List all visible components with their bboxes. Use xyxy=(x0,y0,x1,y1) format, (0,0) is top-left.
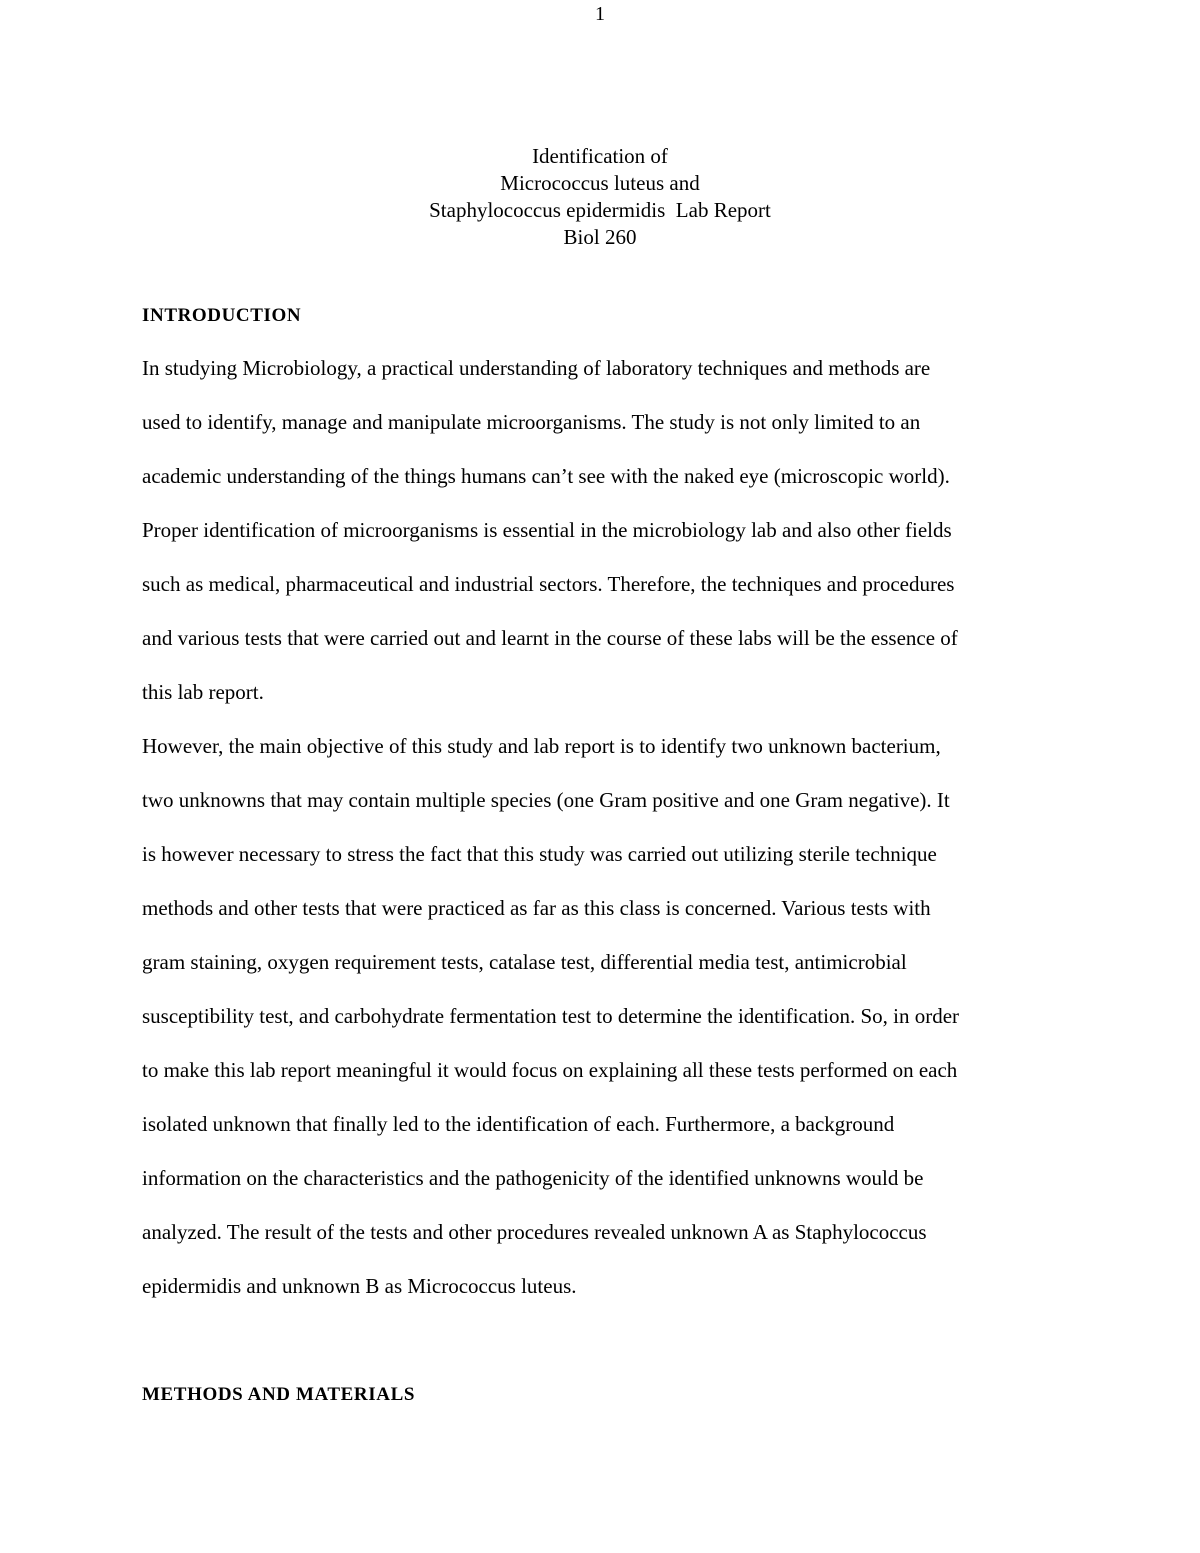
paragraph-line: isolated unknown that finally led to the identification of each. Furthermore, a background xyxy=(142,1112,895,1136)
paragraph-line: gram staining, oxygen requirement tests, catalase test, differential media test, antimicrobial xyxy=(142,950,907,974)
introduction-paragraph-1 xyxy=(142,341,1072,719)
paragraph-line: susceptibility test, and carbohydrate fermentation test to determine the identification. So, in order xyxy=(142,1004,960,1028)
title-line-4: Biol 260 xyxy=(563,225,637,249)
paragraph-line: academic understanding of the things humans can’t see with the naked eye (microscopic world). xyxy=(142,464,950,488)
title-line-3: Staphylococcus epidermidis Lab Report xyxy=(429,198,771,222)
paragraph-line: Proper identification of microorganisms is essential in the microbiology lab and also other fields xyxy=(142,518,952,542)
paragraph-line: and various tests that were carried out and learnt in the course of these labs will be the essence of xyxy=(142,626,958,650)
paragraph-line: analyzed. The result of the tests and other procedures revealed unknown A as Staphylococcus xyxy=(142,1220,927,1244)
paragraph-line: to make this lab report meaningful it would focus on explaining all these tests performed on each xyxy=(142,1058,958,1082)
document-title xyxy=(0,143,1200,251)
introduction-heading: INTRODUCTION xyxy=(142,305,302,326)
paragraph-line: epidermidis and unknown B as Micrococcus luteus. xyxy=(142,1274,577,1298)
paragraph-line: such as medical, pharmaceutical and industrial sectors. Therefore, the techniques and procedures xyxy=(142,572,955,596)
paragraph-line: is however necessary to stress the fact that this study was carried out utilizing sterile technique xyxy=(142,842,937,866)
paragraph-line: In studying Microbiology, a practical understanding of laboratory techniques and methods are xyxy=(142,356,931,380)
title-line-2: Micrococcus luteus and xyxy=(500,171,700,195)
paragraph-line: used to identify, manage and manipulate microorganisms. The study is not only limited to an xyxy=(142,410,921,434)
page-number: 1 xyxy=(595,3,605,25)
title-line-1: Identification of xyxy=(532,144,668,168)
paragraph-line: information on the characteristics and the pathogenicity of the identified unknowns would be xyxy=(142,1166,924,1190)
introduction-paragraph-2 xyxy=(142,719,1072,1313)
paragraph-line: two unknowns that may contain multiple species (one Gram positive and one Gram negative). It xyxy=(142,788,950,812)
methods-heading: METHODS AND MATERIALS xyxy=(142,1384,416,1405)
paragraph-line: this lab report. xyxy=(142,680,264,704)
paragraph-line: However, the main objective of this study and lab report is to identify two unknown bacterium, xyxy=(142,734,941,758)
paragraph-line: methods and other tests that were practiced as far as this class is concerned. Various tests with xyxy=(142,896,931,920)
